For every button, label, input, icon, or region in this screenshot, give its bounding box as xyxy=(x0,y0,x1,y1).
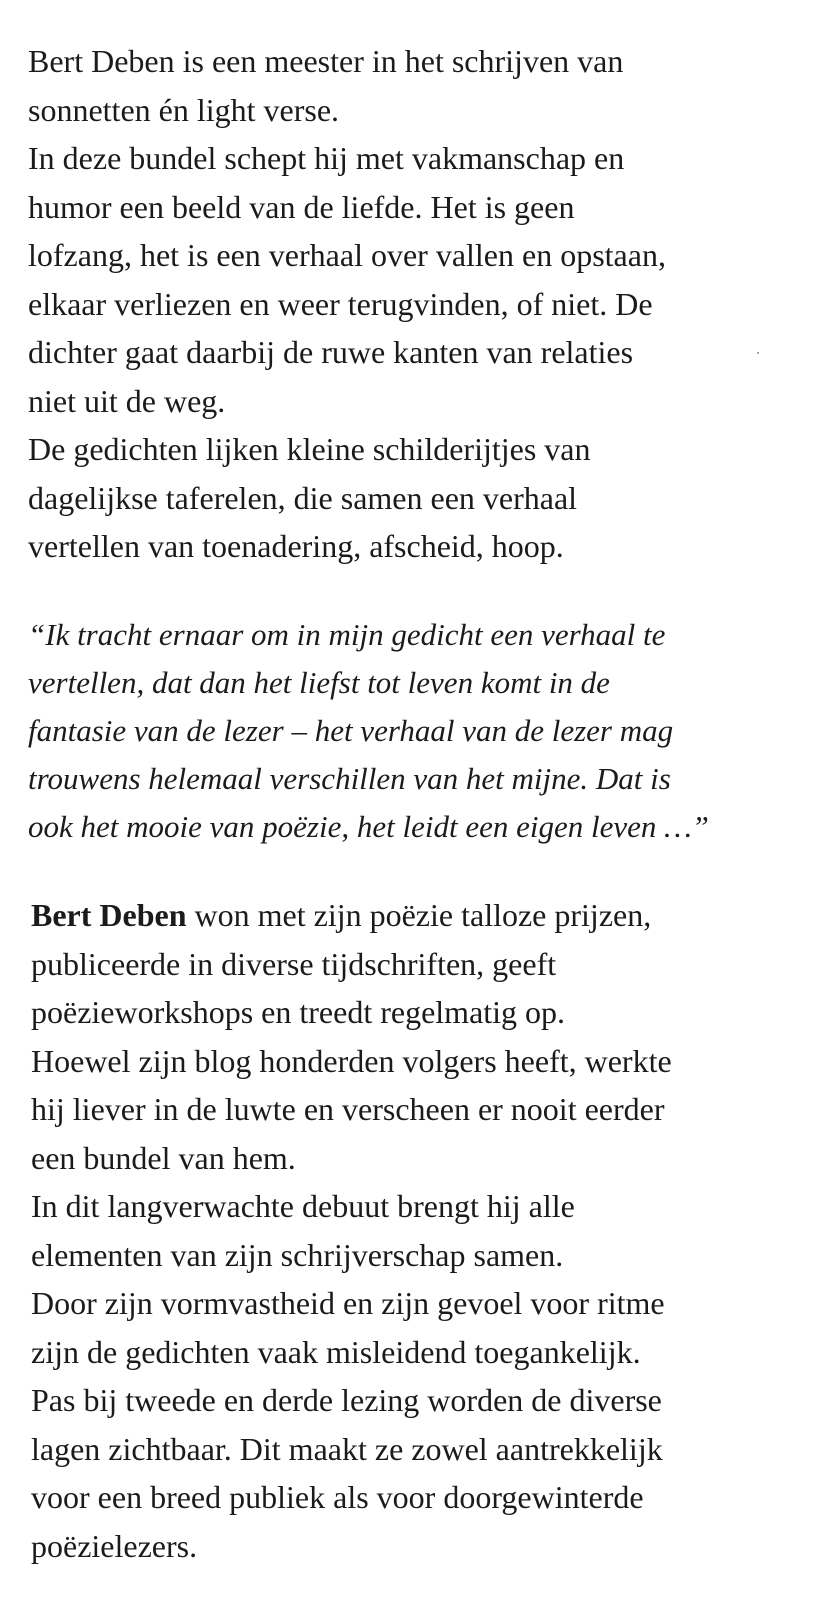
bio-line: Door zijn vormvastheid en zijn gevoel voor ritme xyxy=(31,1285,665,1321)
bio-line: poëzielezers. xyxy=(31,1527,198,1564)
author-quote xyxy=(28,611,818,851)
quote-line: ook het mooie van poëzie, het leidt een eigen leven …” xyxy=(28,809,709,844)
bio-line: publiceerde in diverse tijdschriften, geeft xyxy=(31,945,557,982)
bio-line: In dit langverwachte debuut brengt hij alle xyxy=(31,1188,575,1224)
intro-line: dagelijkse taferelen, die samen een verhaal xyxy=(28,479,578,516)
intro-line: De gedichten lijken kleine schilderijtjes van xyxy=(28,431,591,467)
intro-line: elkaar verliezen en weer terugvinden, of niet. De xyxy=(28,285,653,322)
quote-line: fantasie van de lezer – het verhaal van de lezer mag xyxy=(28,713,674,748)
bio-line: hij liever in de luwte en verscheen er nooit eerder xyxy=(31,1091,665,1127)
intro-line: In deze bundel schept hij met vakmanschap en xyxy=(28,140,625,176)
bio-line: Pas bij tweede en derde lezing worden de diverse xyxy=(31,1382,662,1418)
bio-line: zijn de gedichten vaak misleidend toegankelijk. xyxy=(31,1333,641,1370)
bio-line: een bundel van hem. xyxy=(31,1139,296,1176)
quote-line: vertellen, dat dan het liefst tot leven komt in de xyxy=(28,665,610,700)
author-bio xyxy=(31,891,821,1570)
bio-line: voor een breed publiek als voor doorgewinterde xyxy=(31,1479,644,1515)
intro-line: Bert Deben is een meester in het schrijven van xyxy=(28,43,624,79)
bio-line: Hoewel zijn blog honderden volgers heeft, werkte xyxy=(31,1042,672,1079)
bio-first-line xyxy=(31,891,821,940)
quote-line: trouwens helemaal verschillen van het mijne. Dat is xyxy=(28,761,671,796)
bio-line: elementen van zijn schrijverschap samen. xyxy=(31,1236,564,1273)
intro-line: lofzang, het is een verhaal over vallen en opstaan, xyxy=(28,237,666,273)
quote-line: “Ik tracht ernaar om in mijn gedicht een verhaal te xyxy=(28,617,666,652)
intro-paragraph xyxy=(28,37,818,571)
intro-line: dichter gaat daarbij de ruwe kanten van relaties xyxy=(28,334,634,370)
author-name: Bert Deben xyxy=(31,897,187,933)
bio-line: lagen zichtbaar. Dit maakt ze zowel aantrekkelijk xyxy=(31,1430,663,1467)
scan-speck xyxy=(757,352,759,354)
intro-line: niet uit de weg. xyxy=(28,382,226,419)
intro-line: sonnetten én light verse. xyxy=(28,91,340,128)
intro-line: humor een beeld van de liefde. Het is geen xyxy=(28,188,575,225)
intro-line: vertellen van toenadering, afscheid, hoop. xyxy=(28,528,564,564)
bio-line: poëzieworkshops en treedt regelmatig op. xyxy=(31,994,566,1030)
bio-first-line-rest: won met zijn poëzie talloze prijzen, xyxy=(186,897,652,933)
